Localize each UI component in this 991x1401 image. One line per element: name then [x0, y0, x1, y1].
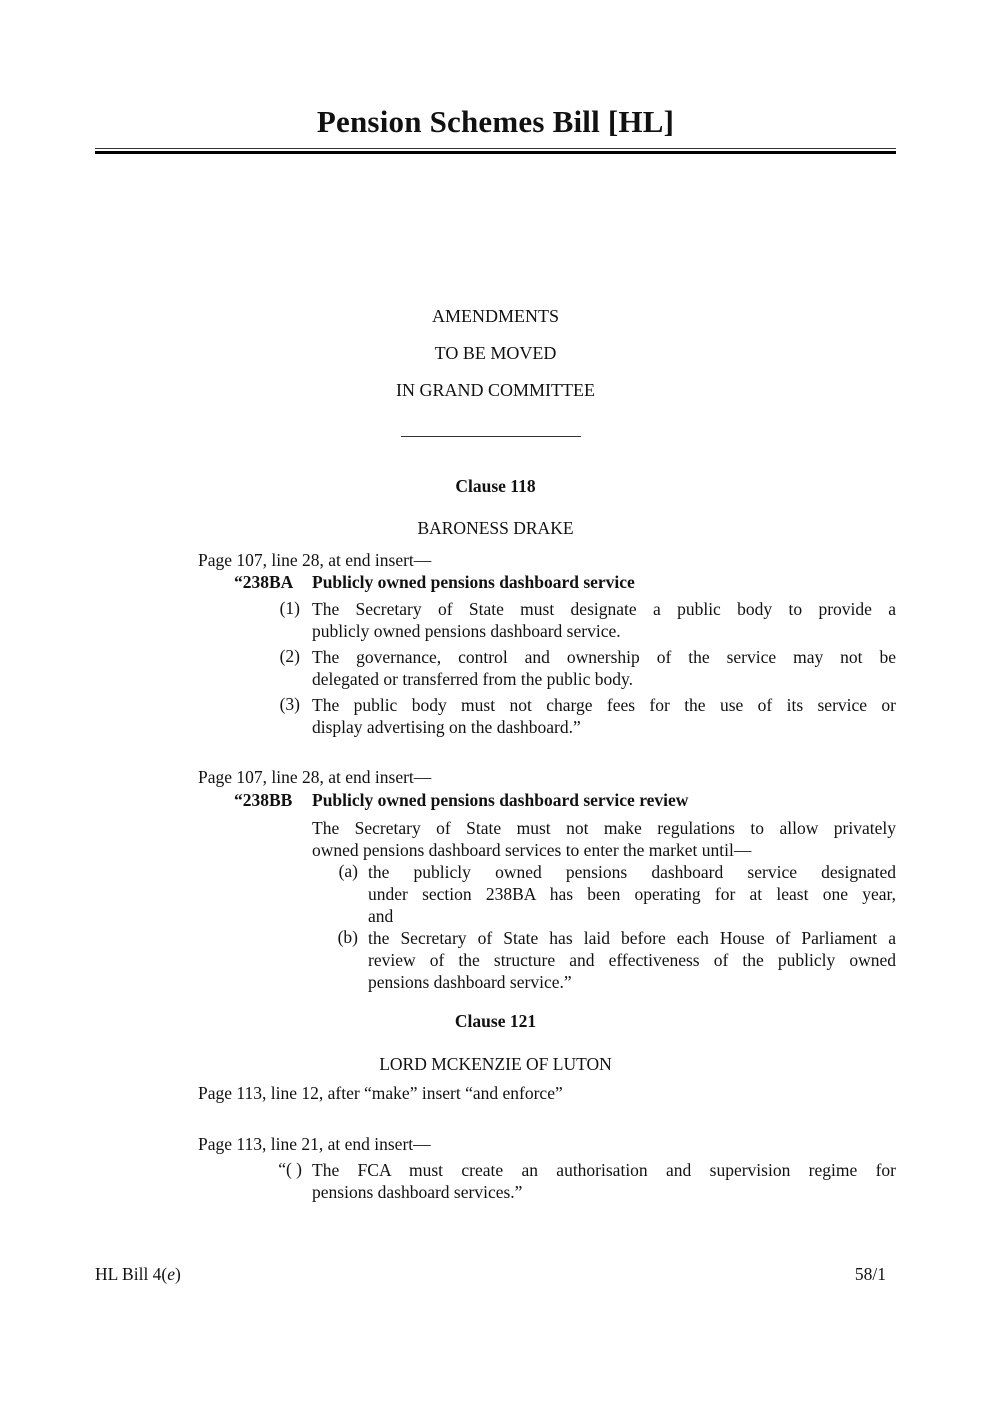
subsection-number: (1) — [279, 598, 300, 618]
subsection-text-line: display advertising on the dashboard.” — [312, 717, 581, 737]
page-reference: 58/1 — [854, 1264, 886, 1284]
subsection-text-line: The FCA must create an authorisation and supervision regime for — [312, 1160, 896, 1180]
mover-name: BARONESS DRAKE — [417, 518, 574, 538]
section-number: “238BB — [234, 790, 293, 810]
subsection-number: “( ) — [278, 1159, 302, 1179]
item-number: (a) — [338, 861, 358, 881]
mover-name: LORD MCKENZIE OF LUTON — [379, 1054, 612, 1074]
heading-divider — [401, 436, 581, 437]
heading-grand-committee: IN GRAND COMMITTEE — [396, 380, 595, 400]
document-title: Pension Schemes Bill [HL] — [316, 104, 675, 139]
item-number: (b) — [337, 927, 358, 947]
clause-heading-121: Clause 121 — [454, 1011, 537, 1031]
subsection-number: (3) — [279, 694, 300, 714]
section-title: Publicly owned pensions dashboard service review — [312, 790, 689, 810]
item-text-line: review of the structure and effectiveness of the publicly owned — [368, 950, 896, 970]
subsection-text-line: The governance, control and ownership of the service may not be — [312, 647, 896, 667]
section-number: “238BA — [234, 572, 294, 592]
subsection-text-line: delegated or transferred from the public body. — [312, 669, 634, 689]
item-text-line: and — [368, 906, 394, 926]
subsection-text-line: The public body must not charge fees for the use of its service or — [312, 695, 896, 715]
title-rule-thin — [95, 148, 896, 149]
section-title: Publicly owned pensions dashboard service — [312, 572, 635, 592]
subsection-number: (2) — [279, 646, 300, 666]
item-text-line: the Secretary of State has laid before each House of Parliament a — [368, 928, 896, 948]
item-text-line: under section 238BA has been operating for at least one year, — [368, 884, 896, 904]
bill-reference-prefix: HL Bill 4( — [95, 1264, 168, 1284]
heading-amendments: AMENDMENTS — [431, 306, 559, 326]
amendment-instruction: Page 107, line 28, at end insert— — [198, 767, 432, 787]
bill-reference — [95, 1264, 181, 1285]
item-text-line: the publicly owned pensions dashboard service designated — [368, 862, 896, 882]
item-text-line: pensions dashboard service.” — [368, 972, 572, 992]
clause-heading-118: Clause 118 — [455, 476, 536, 496]
section-intro-line: The Secretary of State must not make regulations to allow privately — [312, 818, 896, 838]
amendment-instruction: Page 107, line 28, at end insert— — [198, 550, 432, 570]
bill-reference-letter: e — [167, 1264, 176, 1284]
bill-reference-suffix: ) — [175, 1264, 181, 1284]
subsection-text-line: pensions dashboard services.” — [312, 1182, 523, 1202]
amendment-instruction: Page 113, line 12, after “make” insert “and enforce” — [198, 1083, 563, 1103]
heading-to-be-moved: TO BE MOVED — [434, 343, 557, 363]
subsection-text-line: The Secretary of State must designate a public body to provide a — [312, 599, 896, 619]
section-intro-line: owned pensions dashboard services to enter the market until— — [312, 840, 752, 860]
subsection-text-line: publicly owned pensions dashboard service. — [312, 621, 621, 641]
amendment-instruction: Page 113, line 21, at end insert— — [198, 1134, 431, 1154]
title-rule-thick — [95, 151, 896, 154]
